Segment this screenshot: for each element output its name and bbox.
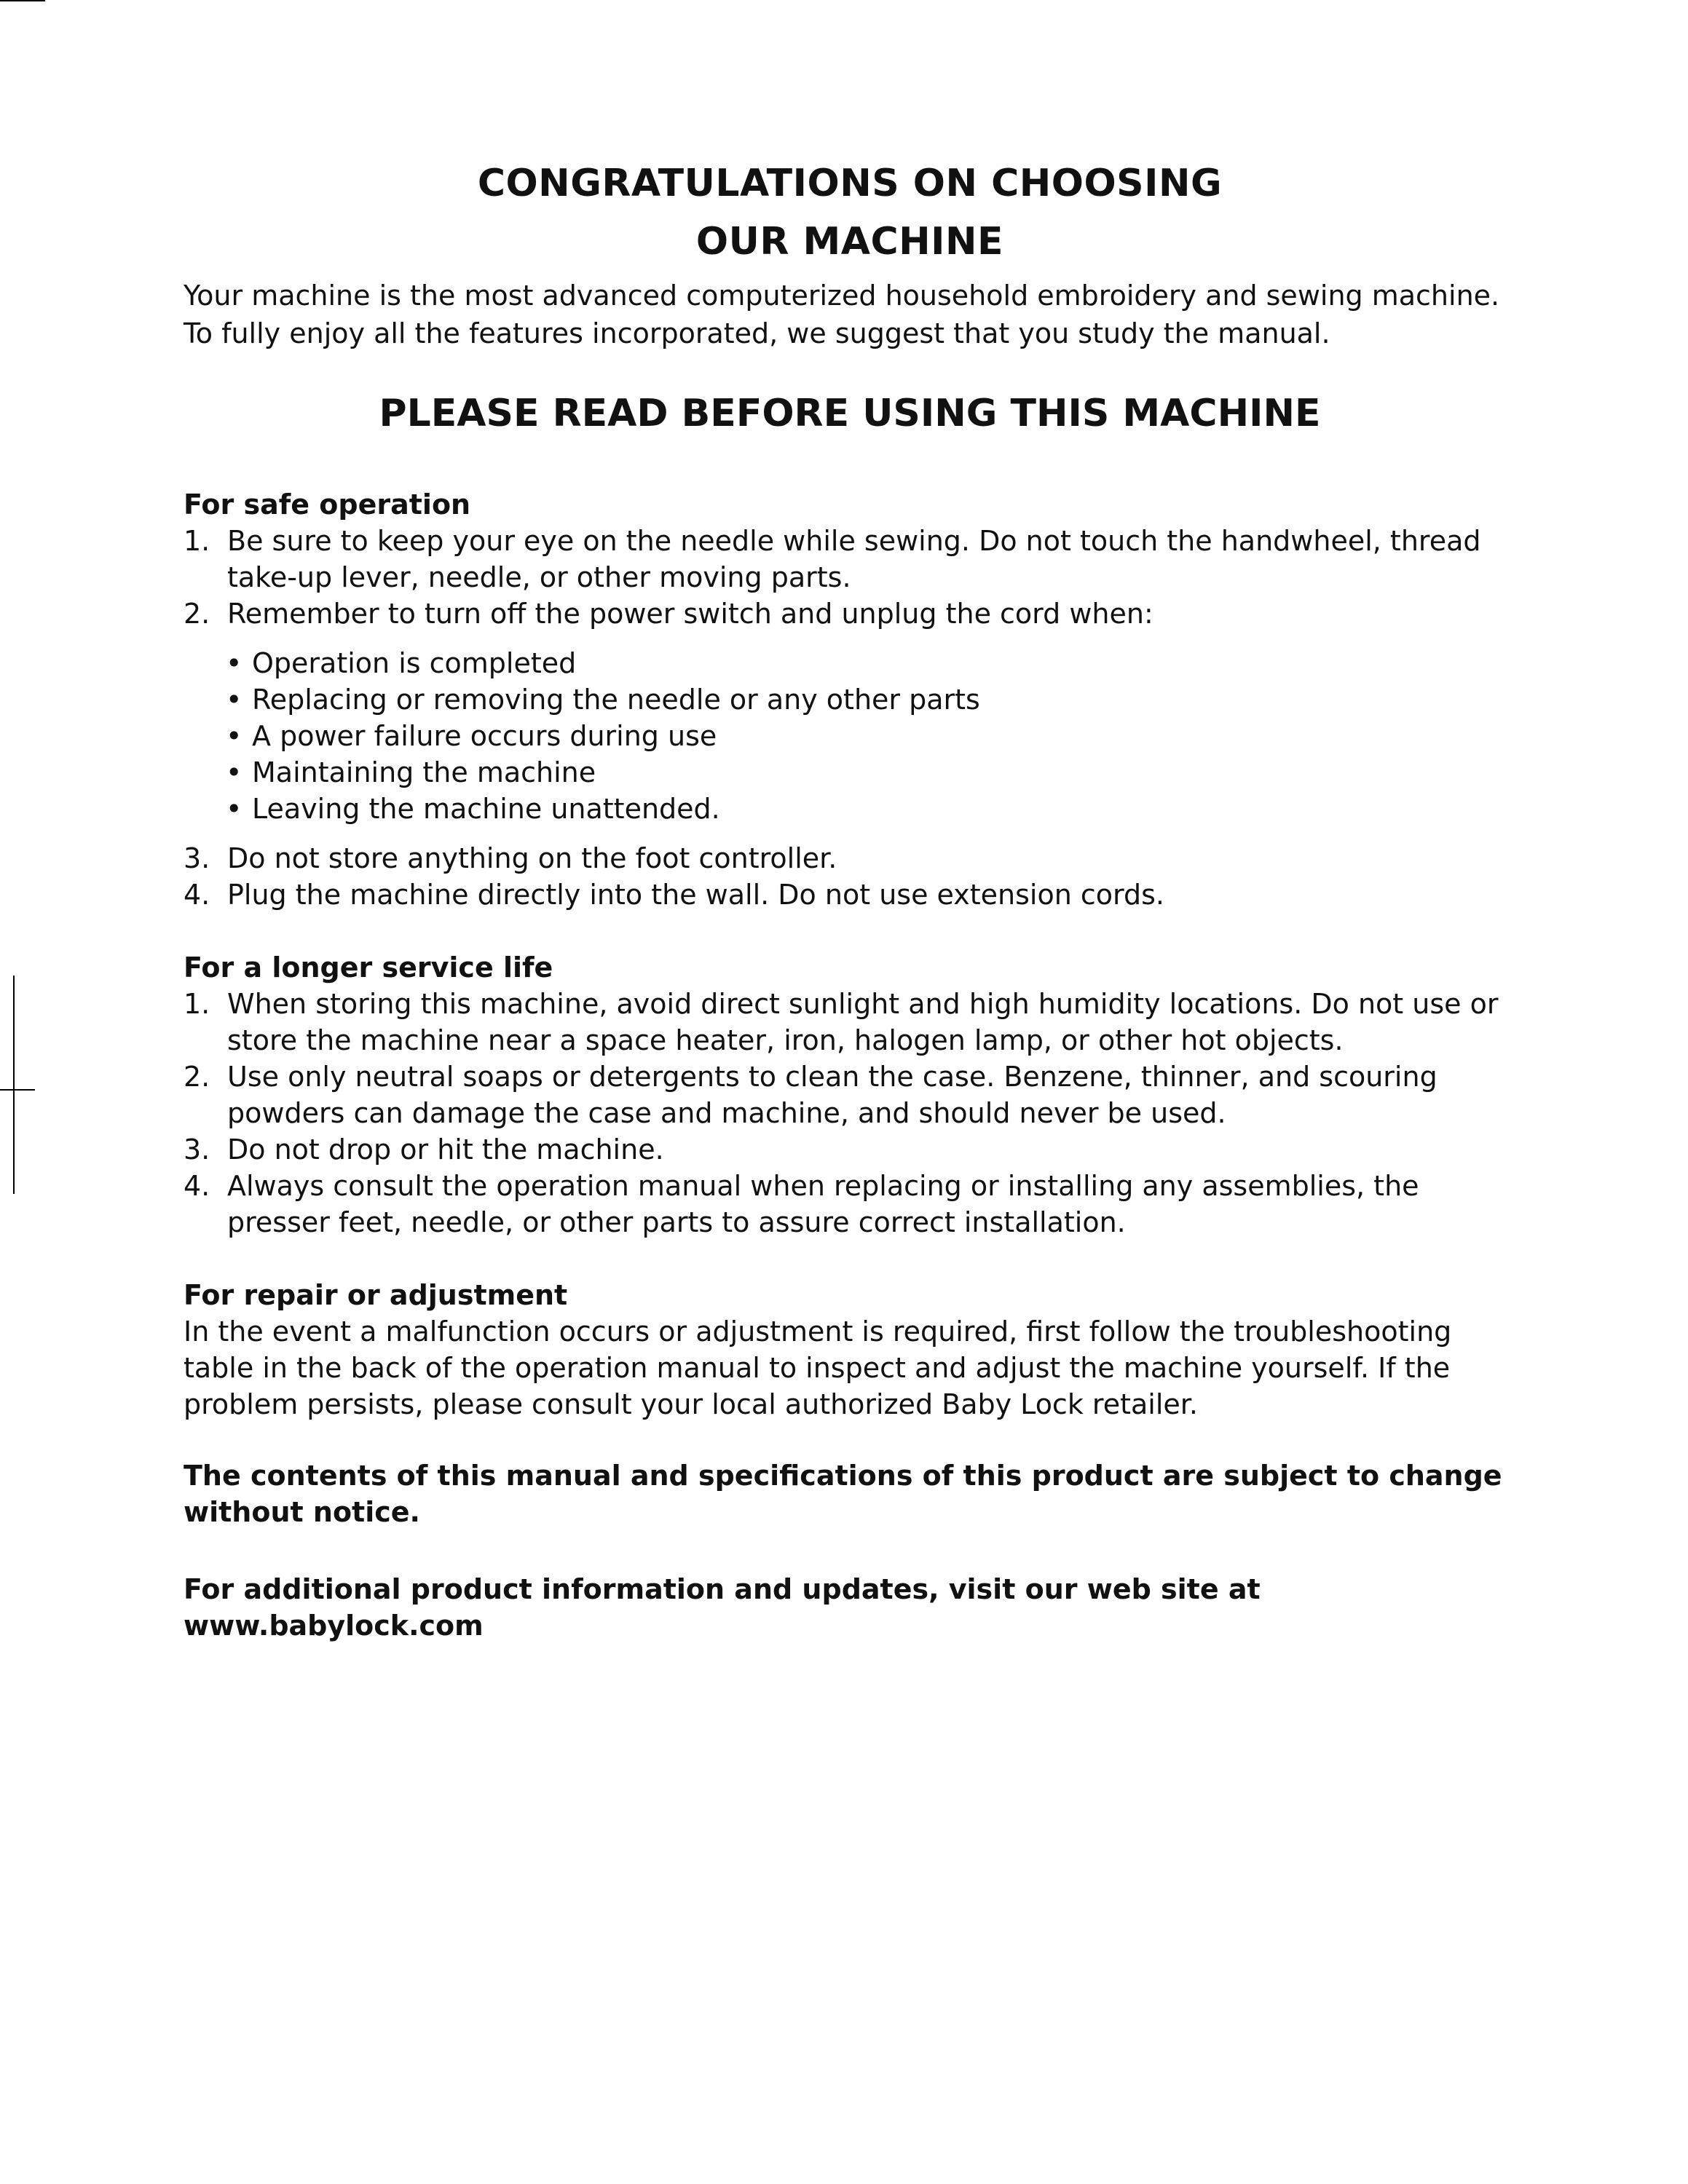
page-title-line1: CONGRATULATIONS ON CHOOSING <box>477 162 1223 205</box>
list-item-number: 2. <box>184 598 210 630</box>
list-item-number: 2. <box>184 1061 210 1093</box>
list-item-number: 1. <box>184 988 210 1020</box>
section-repair <box>184 1277 1516 1423</box>
change-notice: The contents of this manual and specifications of this product are subject to change without notice. <box>184 1460 1502 1528</box>
list-item <box>184 877 1516 913</box>
bullet-item <box>184 754 1516 791</box>
section-service-life <box>184 949 1516 1241</box>
repair-paragraph: In the event a malfunction occurs or adjustment is required, first follow the troubleshooting table in the back of the operation manual to inspect and adjust the machine yourself. If the problem persists, please consult your local authorized Baby Lock retailer. <box>184 1315 1452 1420</box>
read-before-heading: PLEASE READ BEFORE USING THIS MACHINE <box>379 392 1321 435</box>
list-item <box>184 1168 1516 1241</box>
list-item <box>184 1131 1516 1168</box>
crop-mark-top-left <box>0 0 45 1</box>
bullet-text: Replacing or removing the needle or any other parts <box>252 684 980 716</box>
list-item-number: 1. <box>184 525 210 557</box>
bullet-text: Operation is completed <box>252 647 577 679</box>
list-item <box>184 1059 1516 1131</box>
list-item-text: Do not store anything on the foot controller. <box>227 842 837 874</box>
bullet-item <box>184 645 1516 681</box>
section-heading-repair: For repair or adjustment <box>184 1279 568 1311</box>
safe-operation-list-continued <box>184 840 1516 913</box>
safe-operation-list <box>184 523 1516 632</box>
section-safe-operation <box>184 486 1516 913</box>
section-heading-safe-operation: For safe operation <box>184 488 471 521</box>
bullet-icon: • <box>226 647 242 679</box>
intro-line2: To fully enjoy all the features incorporated, we suggest that you study the manual. <box>184 317 1330 349</box>
intro-line1: Your machine is the most advanced computerized household embroidery and sewing machine. <box>184 280 1500 312</box>
list-item <box>184 986 1516 1059</box>
bullet-text: Leaving the machine unattended. <box>252 793 720 825</box>
bullet-icon: • <box>226 720 242 752</box>
intro-paragraph <box>184 277 1516 352</box>
list-item-number: 4. <box>184 879 210 911</box>
list-item-text: Be sure to keep your eye on the needle while sewing. Do not touch the handwheel, thread take-up lever, needle, or other moving parts. <box>227 525 1481 593</box>
list-item-text: When storing this machine, avoid direct sunlight and high humidity locations. Do not use or store the machine near a space heater, iron, halogen lamp, or other hot objects. <box>227 988 1499 1056</box>
list-item-number: 3. <box>184 842 210 874</box>
bullet-item <box>184 681 1516 718</box>
bullet-item <box>184 718 1516 754</box>
list-item-text: Plug the machine directly into the wall. Do not use extension cords. <box>227 879 1164 911</box>
list-item-text: Remember to turn off the power switch and unplug the cord when: <box>227 598 1153 630</box>
list-item-number: 3. <box>184 1133 210 1166</box>
list-item-number: 4. <box>184 1170 210 1202</box>
list-item-text: Always consult the operation manual when replacing or installing any assemblies, the presser feet, needle, or other parts to assure correct installation. <box>227 1170 1419 1238</box>
service-life-list <box>184 986 1516 1241</box>
crop-mark-horizontal-left <box>0 1089 35 1091</box>
unplug-conditions-list <box>184 645 1516 827</box>
list-item <box>184 523 1516 596</box>
section-heading-service-life: For a longer service life <box>184 951 553 984</box>
page-title-line2: OUR MACHINE <box>695 220 1004 264</box>
list-item <box>184 596 1516 632</box>
list-item <box>184 840 1516 877</box>
list-item-text: Do not drop or hit the machine. <box>227 1133 664 1166</box>
website-note: For additional product information and updates, visit our web site at www.babylock.com <box>184 1573 1261 1642</box>
crop-mark-vertical-left <box>13 976 15 1194</box>
bullet-text: A power failure occurs during use <box>252 720 717 752</box>
bullet-icon: • <box>226 793 242 825</box>
bullet-icon: • <box>226 756 242 788</box>
bullet-item <box>184 791 1516 827</box>
document-page <box>184 154 1516 1644</box>
bullet-text: Maintaining the machine <box>252 756 596 788</box>
page-title <box>184 154 1516 271</box>
list-item-text: Use only neutral soaps or detergents to clean the case. Benzene, thinner, and scouring powders can damage the case and machine, and should never be used. <box>227 1061 1437 1129</box>
bullet-icon: • <box>226 684 242 716</box>
